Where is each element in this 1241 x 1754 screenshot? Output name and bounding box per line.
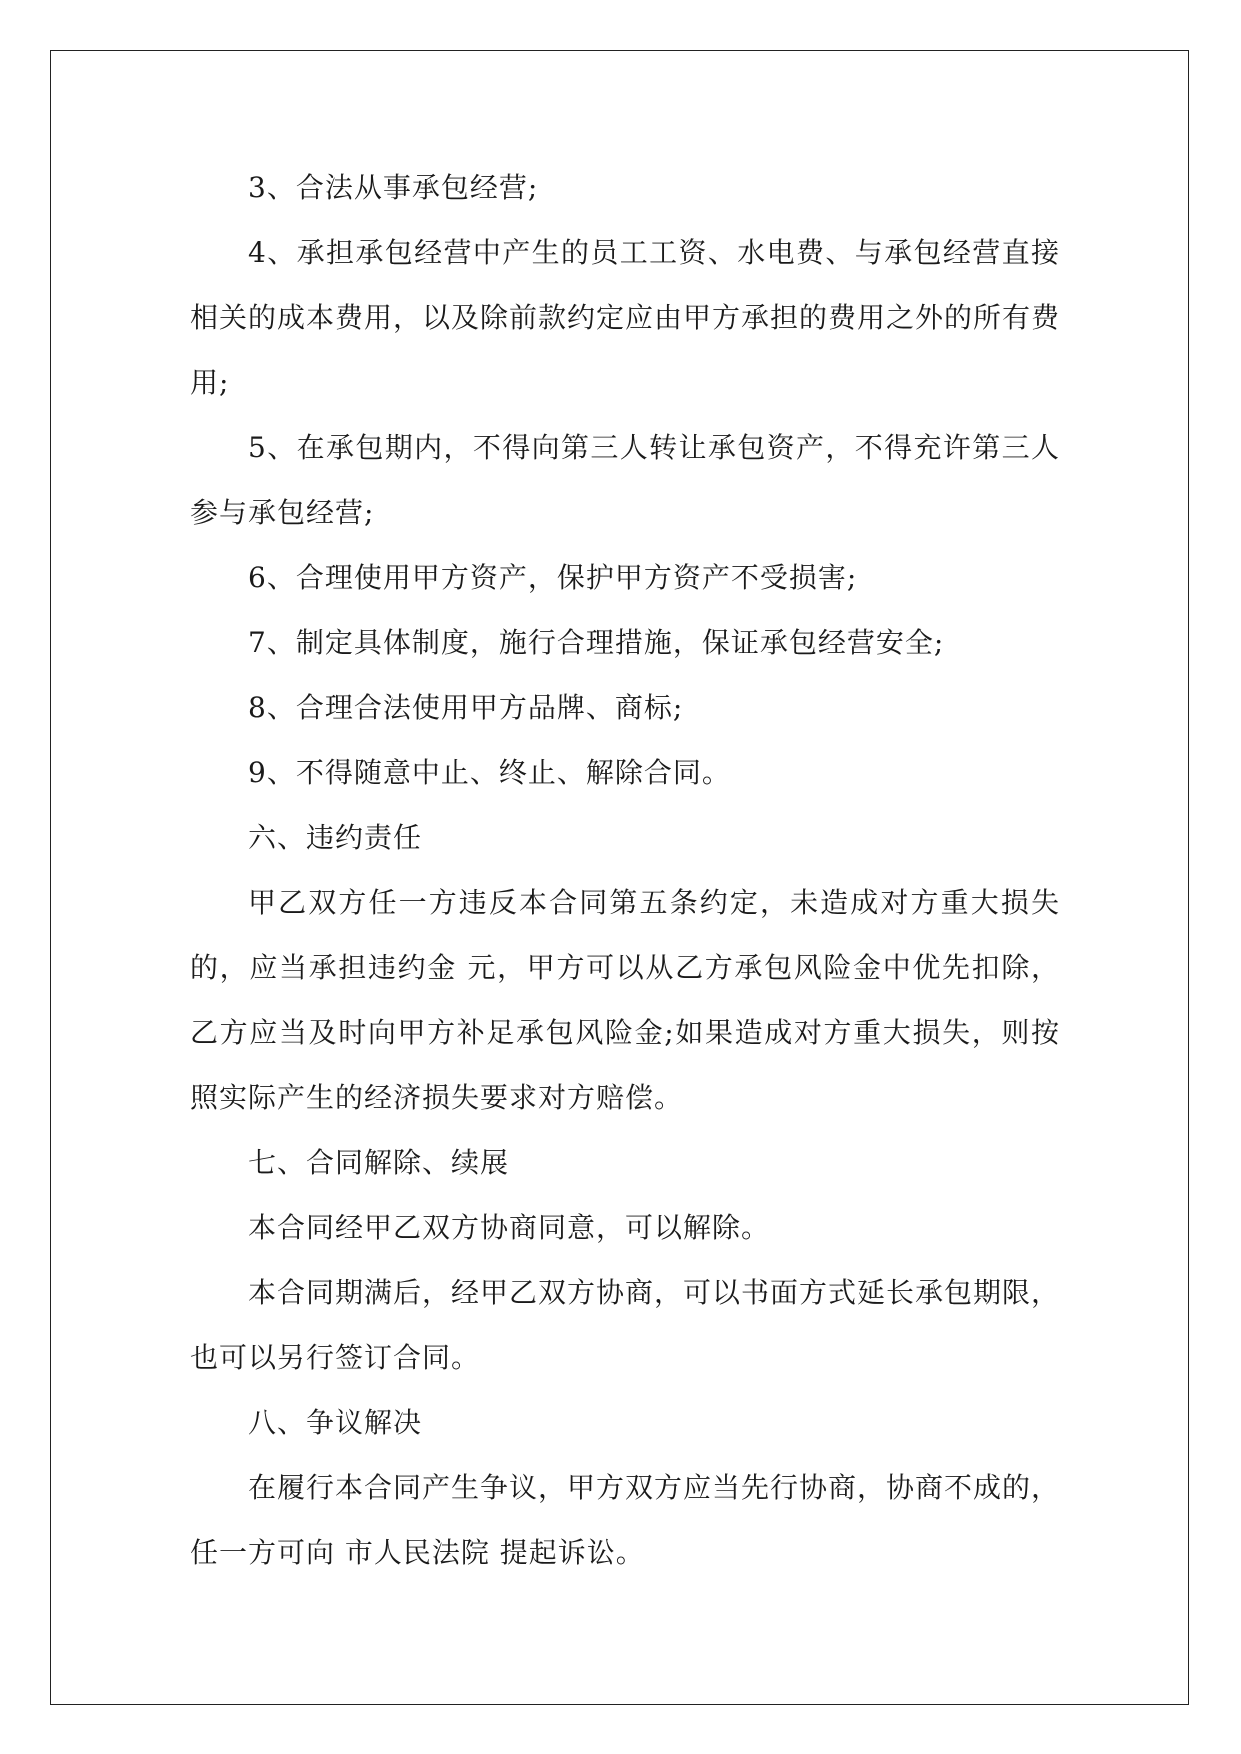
clause-7: 7、制定具体制度，施行合理措施，保证承包经营安全;: [248, 626, 945, 659]
document-body: [190, 155, 1060, 1585]
section-heading-dispute: 八、争议解决: [248, 1406, 423, 1439]
clause-6: 6、合理使用甲方资产，保护甲方资产不受损害;: [248, 561, 858, 594]
clause-4: 4、承担承包经营中产生的员工工资、水电费、与承包经营直接相关的成本费用，以及除前款约定应由甲方承担的费用之外的所有费用;: [190, 236, 1061, 399]
termination-paragraph-2: 本合同期满后，经甲乙双方协商，可以书面方式延长承包期限，也可以另行签订合同。: [190, 1276, 1061, 1374]
termination-paragraph-1: 本合同经甲乙双方协商同意，可以解除。: [248, 1211, 771, 1244]
clause-8: 8、合理合法使用甲方品牌、商标;: [248, 691, 684, 724]
clause-3: 3、合法从事承包经营;: [248, 171, 539, 204]
section-heading-termination: 七、合同解除、续展: [248, 1146, 510, 1179]
dispute-paragraph: 在履行本合同产生争议，甲方双方应当先行协商，协商不成的，任一方可向 市人民法院 提起诉讼。: [190, 1471, 1061, 1569]
breach-paragraph: 甲乙双方任一方违反本合同第五条约定，未造成对方重大损失的，应当承担违约金 元，甲方可以从乙方承包风险金中优先扣除，乙方应当及时向甲方补足承包风险金;如果造成对方重大损失，则按照实际产生的经济损失要求对方赔偿。: [190, 886, 1060, 1114]
clause-5: 5、在承包期内，不得向第三人转让承包资产，不得充许第三人参与承包经营;: [190, 431, 1060, 529]
section-heading-breach: 六、违约责任: [248, 821, 423, 854]
clause-9: 9、不得随意中止、终止、解除合同。: [248, 756, 731, 789]
